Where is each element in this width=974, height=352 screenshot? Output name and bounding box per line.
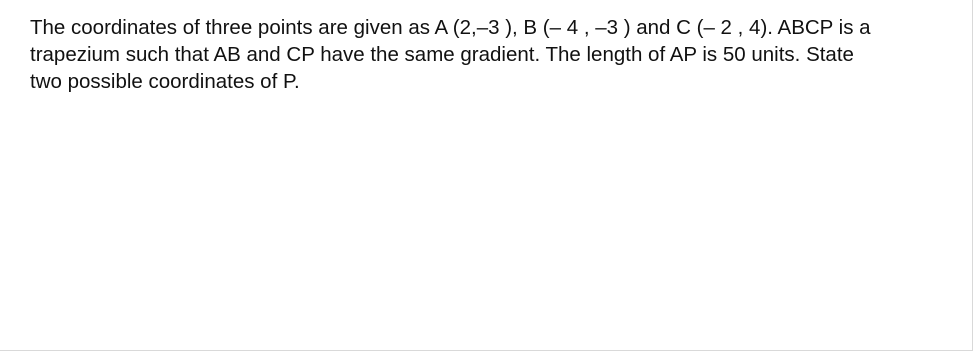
question-line-1: The coordinates of three points are given as A (2,–3 ), B (– 4 , –3 ) and C (– 2 , 4). ABCP is a xyxy=(30,16,871,39)
question-line-3: two possible coordinates of P. xyxy=(30,70,300,93)
question-text xyxy=(30,14,960,95)
question-line-2: trapezium such that AB and CP have the same gradient. The length of AP is 50 units. State xyxy=(30,43,854,66)
